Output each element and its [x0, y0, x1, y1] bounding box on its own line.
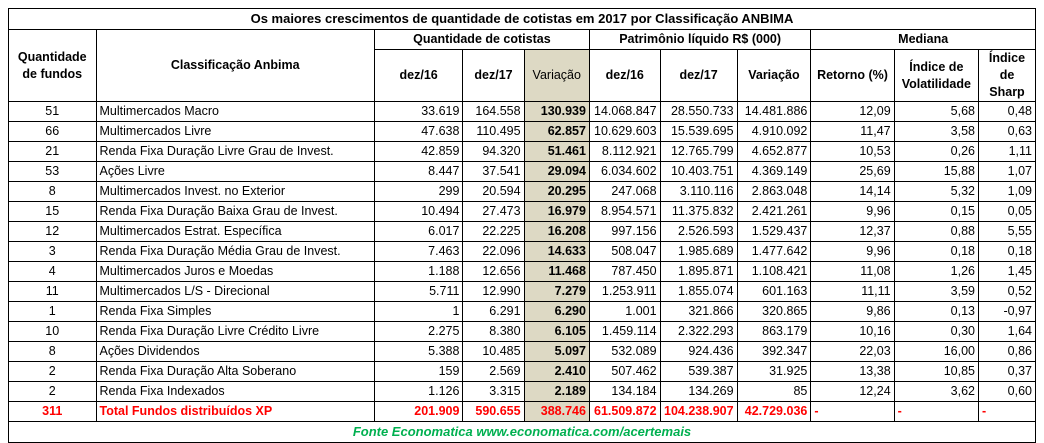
total-sharp: -	[978, 402, 1035, 422]
cell-cotistas-variacao: 130.939	[524, 102, 589, 122]
cell-retorno: 22,03	[811, 342, 894, 362]
cell-sharp: 0,18	[978, 242, 1035, 262]
cell-cotistas-dez16: 2.275	[374, 322, 463, 342]
cell-classificacao: Multimercados Estrat. Específica	[96, 222, 374, 242]
cell-pl-dez17: 1.985.689	[660, 242, 737, 262]
cell-classificacao: Multimercados Juros e Moedas	[96, 262, 374, 282]
cell-pl-dez17: 1.895.871	[660, 262, 737, 282]
cell-cotistas-dez17: 20.594	[463, 182, 524, 202]
cell-sharp: 0,37	[978, 362, 1035, 382]
cell-pl-dez17: 28.550.733	[660, 102, 737, 122]
cell-volatilidade: 16,00	[894, 342, 978, 362]
table-row	[9, 342, 1036, 362]
cell-cotistas-dez17: 37.541	[463, 162, 524, 182]
table-row	[9, 262, 1036, 282]
cell-pl-dez17: 924.436	[660, 342, 737, 362]
header-cotistas-dez16: dez/16	[374, 50, 463, 102]
cell-classificacao: Multimercados Livre	[96, 122, 374, 142]
cell-volatilidade: 0,30	[894, 322, 978, 342]
header-retorno: Retorno (%)	[811, 50, 894, 102]
cell-sharp: 0,63	[978, 122, 1035, 142]
cell-volatilidade: 3,58	[894, 122, 978, 142]
cell-volatilidade: 0,15	[894, 202, 978, 222]
cell-sharp: 1,11	[978, 142, 1035, 162]
header-qtd-cotistas: Quantidade de cotistas	[374, 30, 589, 50]
cell-qtd-fundos: 8	[9, 182, 97, 202]
cell-sharp: 1,09	[978, 182, 1035, 202]
cell-pl-variacao: 4.652.877	[737, 142, 811, 162]
cell-cotistas-variacao: 7.279	[524, 282, 589, 302]
header-volatilidade: Índice de Volatilidade	[894, 50, 978, 102]
cell-sharp: 0,48	[978, 102, 1035, 122]
cell-cotistas-dez17: 164.558	[463, 102, 524, 122]
cell-cotistas-dez16: 1	[374, 302, 463, 322]
cell-pl-variacao: 2.421.261	[737, 202, 811, 222]
cell-retorno: 10,16	[811, 322, 894, 342]
cell-pl-dez16: 997.156	[589, 222, 660, 242]
table-row	[9, 162, 1036, 182]
cell-qtd-fundos: 10	[9, 322, 97, 342]
cell-pl-dez17: 15.539.695	[660, 122, 737, 142]
cell-classificacao: Renda Fixa Indexados	[96, 382, 374, 402]
header-pl-dez17: dez/17	[660, 50, 737, 102]
total-pl-dez16: 61.509.872	[589, 402, 660, 422]
cell-retorno: 11,47	[811, 122, 894, 142]
cell-cotistas-variacao: 62.857	[524, 122, 589, 142]
cell-pl-dez16: 134.184	[589, 382, 660, 402]
cell-cotistas-variacao: 2.410	[524, 362, 589, 382]
cell-sharp: 0,60	[978, 382, 1035, 402]
cell-retorno: 25,69	[811, 162, 894, 182]
header-pl-dez16: dez/16	[589, 50, 660, 102]
header-pl-variacao: Variação	[737, 50, 811, 102]
cell-pl-dez16: 247.068	[589, 182, 660, 202]
cell-cotistas-dez16: 7.463	[374, 242, 463, 262]
cell-qtd-fundos: 15	[9, 202, 97, 222]
cell-volatilidade: 0,88	[894, 222, 978, 242]
cell-pl-dez17: 134.269	[660, 382, 737, 402]
cell-pl-dez16: 1.459.114	[589, 322, 660, 342]
header-patrimonio: Patrimônio líquido R$ (000)	[589, 30, 810, 50]
cell-pl-variacao: 392.347	[737, 342, 811, 362]
cell-pl-dez16: 532.089	[589, 342, 660, 362]
fund-growth-table	[8, 8, 1036, 443]
cell-cotistas-dez16: 6.017	[374, 222, 463, 242]
header-classificacao: Classificação Anbima	[96, 30, 374, 102]
cell-sharp: 1,07	[978, 162, 1035, 182]
total-label: Total Fundos distribuídos XP	[96, 402, 374, 422]
cell-pl-variacao: 14.481.886	[737, 102, 811, 122]
cell-pl-dez17: 321.866	[660, 302, 737, 322]
cell-cotistas-dez16: 5.711	[374, 282, 463, 302]
cell-cotistas-dez16: 1.188	[374, 262, 463, 282]
cell-volatilidade: 5,32	[894, 182, 978, 202]
total-pl-variacao: 42.729.036	[737, 402, 811, 422]
cell-pl-variacao: 320.865	[737, 302, 811, 322]
cell-volatilidade: 5,68	[894, 102, 978, 122]
cell-sharp: 0,52	[978, 282, 1035, 302]
cell-sharp: 5,55	[978, 222, 1035, 242]
cell-classificacao: Renda Fixa Simples	[96, 302, 374, 322]
table-row	[9, 122, 1036, 142]
cell-pl-dez16: 507.462	[589, 362, 660, 382]
cell-pl-variacao: 2.863.048	[737, 182, 811, 202]
cell-cotistas-dez16: 5.388	[374, 342, 463, 362]
cell-pl-dez17: 1.855.074	[660, 282, 737, 302]
cell-qtd-fundos: 51	[9, 102, 97, 122]
cell-pl-variacao: 85	[737, 382, 811, 402]
cell-cotistas-dez16: 10.494	[374, 202, 463, 222]
table-row	[9, 182, 1036, 202]
header-qtd-fundos: Quantidade de fundos	[9, 30, 97, 102]
cell-pl-variacao: 863.179	[737, 322, 811, 342]
cell-cotistas-dez17: 22.096	[463, 242, 524, 262]
cell-cotistas-dez16: 299	[374, 182, 463, 202]
cell-pl-dez17: 539.387	[660, 362, 737, 382]
total-pl-dez17: 104.238.907	[660, 402, 737, 422]
cell-retorno: 13,38	[811, 362, 894, 382]
cell-cotistas-dez17: 110.495	[463, 122, 524, 142]
cell-volatilidade: 3,62	[894, 382, 978, 402]
cell-pl-dez17: 10.403.751	[660, 162, 737, 182]
cell-pl-dez16: 1.253.911	[589, 282, 660, 302]
cell-cotistas-dez17: 2.569	[463, 362, 524, 382]
cell-qtd-fundos: 2	[9, 362, 97, 382]
cell-volatilidade: 0,26	[894, 142, 978, 162]
cell-sharp: 0,05	[978, 202, 1035, 222]
cell-volatilidade: 3,59	[894, 282, 978, 302]
table-row	[9, 222, 1036, 242]
cell-cotistas-variacao: 14.633	[524, 242, 589, 262]
cell-cotistas-dez16: 8.447	[374, 162, 463, 182]
cell-pl-dez16: 8.954.571	[589, 202, 660, 222]
table-row	[9, 362, 1036, 382]
cell-cotistas-dez17: 22.225	[463, 222, 524, 242]
cell-pl-dez16: 8.112.921	[589, 142, 660, 162]
cell-volatilidade: 0,18	[894, 242, 978, 262]
total-cotistas-dez16: 201.909	[374, 402, 463, 422]
cell-classificacao: Multimercados Invest. no Exterior	[96, 182, 374, 202]
cell-classificacao: Multimercados Macro	[96, 102, 374, 122]
cell-classificacao: Ações Livre	[96, 162, 374, 182]
cell-retorno: 9,96	[811, 242, 894, 262]
cell-volatilidade: 15,88	[894, 162, 978, 182]
cell-qtd-fundos: 12	[9, 222, 97, 242]
cell-cotistas-variacao: 6.290	[524, 302, 589, 322]
cell-classificacao: Renda Fixa Duração Baixa Grau de Invest.	[96, 202, 374, 222]
table-row	[9, 382, 1036, 402]
cell-retorno: 9,96	[811, 202, 894, 222]
total-volatilidade: -	[894, 402, 978, 422]
header-cotistas-dez17: dez/17	[463, 50, 524, 102]
cell-cotistas-dez17: 12.656	[463, 262, 524, 282]
cell-retorno: 14,14	[811, 182, 894, 202]
cell-sharp: -0,97	[978, 302, 1035, 322]
cell-qtd-fundos: 11	[9, 282, 97, 302]
cell-pl-dez17: 2.526.593	[660, 222, 737, 242]
cell-cotistas-dez17: 10.485	[463, 342, 524, 362]
cell-cotistas-dez17: 12.990	[463, 282, 524, 302]
cell-volatilidade: 10,85	[894, 362, 978, 382]
cell-cotistas-variacao: 2.189	[524, 382, 589, 402]
cell-pl-variacao: 4.910.092	[737, 122, 811, 142]
cell-pl-dez16: 6.034.602	[589, 162, 660, 182]
cell-qtd-fundos: 21	[9, 142, 97, 162]
cell-cotistas-dez16: 159	[374, 362, 463, 382]
total-qtd-fundos: 311	[9, 402, 97, 422]
cell-classificacao: Renda Fixa Duração Alta Soberano	[96, 362, 374, 382]
cell-pl-dez17: 12.765.799	[660, 142, 737, 162]
cell-qtd-fundos: 53	[9, 162, 97, 182]
cell-pl-variacao: 1.529.437	[737, 222, 811, 242]
cell-retorno: 9,86	[811, 302, 894, 322]
cell-qtd-fundos: 4	[9, 262, 97, 282]
source-footer: Fonte Economatica www.economatica.com/acertemais	[9, 422, 1036, 443]
cell-cotistas-dez17: 3.315	[463, 382, 524, 402]
header-mediana: Mediana	[811, 30, 1036, 50]
cell-volatilidade: 0,13	[894, 302, 978, 322]
cell-cotistas-variacao: 11.468	[524, 262, 589, 282]
cell-retorno: 11,11	[811, 282, 894, 302]
cell-sharp: 0,86	[978, 342, 1035, 362]
cell-qtd-fundos: 2	[9, 382, 97, 402]
table-row	[9, 142, 1036, 162]
fund-table-container	[8, 8, 1036, 443]
table-row	[9, 102, 1036, 122]
cell-classificacao: Renda Fixa Duração Livre Crédito Livre	[96, 322, 374, 342]
cell-cotistas-variacao: 29.094	[524, 162, 589, 182]
cell-retorno: 10,53	[811, 142, 894, 162]
total-cotistas-variacao: 388.746	[524, 402, 589, 422]
table-body	[9, 102, 1036, 402]
cell-qtd-fundos: 66	[9, 122, 97, 142]
table-row	[9, 322, 1036, 342]
table-row	[9, 282, 1036, 302]
cell-cotistas-dez16: 1.126	[374, 382, 463, 402]
cell-classificacao: Renda Fixa Duração Livre Grau de Invest.	[96, 142, 374, 162]
cell-cotistas-variacao: 51.461	[524, 142, 589, 162]
cell-cotistas-dez17: 8.380	[463, 322, 524, 342]
cell-pl-dez17: 11.375.832	[660, 202, 737, 222]
cell-sharp: 1,45	[978, 262, 1035, 282]
cell-qtd-fundos: 8	[9, 342, 97, 362]
cell-retorno: 12,09	[811, 102, 894, 122]
table-row	[9, 242, 1036, 262]
cell-pl-variacao: 31.925	[737, 362, 811, 382]
cell-pl-dez16: 10.629.603	[589, 122, 660, 142]
total-retorno: -	[811, 402, 894, 422]
cell-cotistas-variacao: 20.295	[524, 182, 589, 202]
cell-cotistas-variacao: 5.097	[524, 342, 589, 362]
cell-retorno: 11,08	[811, 262, 894, 282]
cell-qtd-fundos: 1	[9, 302, 97, 322]
total-row	[9, 402, 1036, 422]
cell-pl-dez17: 3.110.116	[660, 182, 737, 202]
cell-classificacao: Renda Fixa Duração Média Grau de Invest.	[96, 242, 374, 262]
header-cotistas-variacao: Variação	[524, 50, 589, 102]
cell-pl-variacao: 1.477.642	[737, 242, 811, 262]
cell-pl-dez16: 787.450	[589, 262, 660, 282]
cell-cotistas-dez17: 6.291	[463, 302, 524, 322]
cell-cotistas-dez16: 33.619	[374, 102, 463, 122]
cell-pl-dez16: 508.047	[589, 242, 660, 262]
total-cotistas-dez17: 590.655	[463, 402, 524, 422]
cell-classificacao: Multimercados L/S - Direcional	[96, 282, 374, 302]
cell-cotistas-dez16: 42.859	[374, 142, 463, 162]
cell-sharp: 1,64	[978, 322, 1035, 342]
table-row	[9, 202, 1036, 222]
cell-cotistas-variacao: 16.208	[524, 222, 589, 242]
cell-pl-variacao: 4.369.149	[737, 162, 811, 182]
cell-cotistas-dez16: 47.638	[374, 122, 463, 142]
cell-pl-variacao: 601.163	[737, 282, 811, 302]
cell-cotistas-variacao: 6.105	[524, 322, 589, 342]
table-title: Os maiores crescimentos de quantidade de cotistas em 2017 por Classificação ANBIMA	[9, 9, 1036, 30]
cell-cotistas-variacao: 16.979	[524, 202, 589, 222]
cell-cotistas-dez17: 27.473	[463, 202, 524, 222]
cell-retorno: 12,24	[811, 382, 894, 402]
cell-pl-dez16: 1.001	[589, 302, 660, 322]
cell-retorno: 12,37	[811, 222, 894, 242]
table-row	[9, 302, 1036, 322]
cell-volatilidade: 1,26	[894, 262, 978, 282]
cell-qtd-fundos: 3	[9, 242, 97, 262]
cell-pl-dez16: 14.068.847	[589, 102, 660, 122]
header-sharp: Índice de Sharp	[978, 50, 1035, 102]
cell-pl-variacao: 1.108.421	[737, 262, 811, 282]
cell-pl-dez17: 2.322.293	[660, 322, 737, 342]
cell-classificacao: Ações Dividendos	[96, 342, 374, 362]
cell-cotistas-dez17: 94.320	[463, 142, 524, 162]
